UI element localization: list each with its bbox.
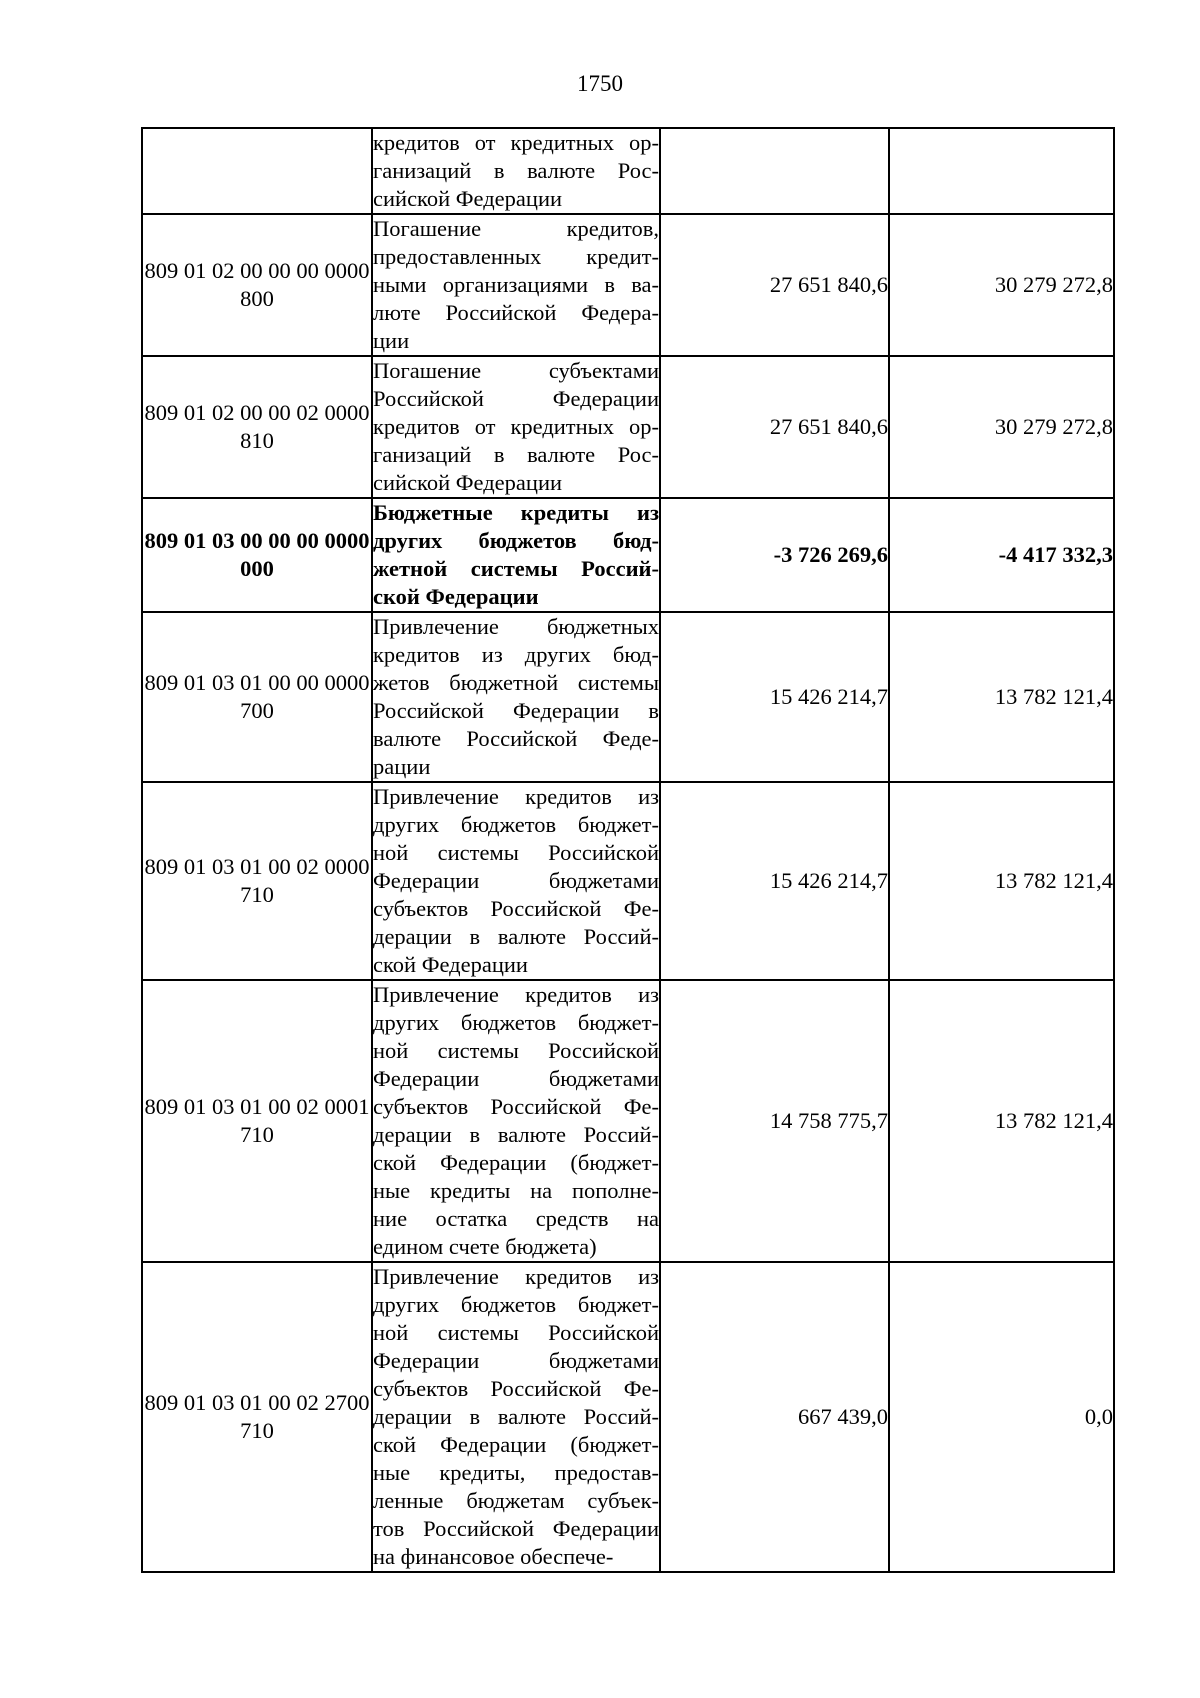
description-cell bbox=[372, 1262, 660, 1572]
description-line: других бюджетов бюджет- bbox=[373, 1292, 659, 1317]
description-line: ции bbox=[373, 328, 410, 353]
description-line: Привлечение кредитов из bbox=[373, 982, 659, 1007]
description-cell bbox=[372, 128, 660, 214]
description-line: ние остатка средств на bbox=[373, 1206, 659, 1231]
description-line: ганизаций в валюте Рос- bbox=[373, 158, 659, 183]
description-line: валюте Российской Феде- bbox=[373, 726, 659, 751]
description-line: ные кредиты на пополне- bbox=[373, 1178, 659, 1203]
description-line: Погашение субъектами bbox=[373, 358, 659, 383]
description-line: ные кредиты, предостав- bbox=[373, 1460, 659, 1485]
amount-year1-cell: 14 758 775,7 bbox=[660, 980, 889, 1262]
description-cell bbox=[372, 356, 660, 498]
description-line: тов Российской Федерации bbox=[373, 1516, 659, 1541]
description-line: ной системы Российской bbox=[373, 840, 659, 865]
description-cell bbox=[372, 214, 660, 356]
amount-year1-cell: 15 426 214,7 bbox=[660, 612, 889, 782]
amount-year1-cell bbox=[660, 128, 889, 214]
amount-year2-cell: 0,0 bbox=[889, 1262, 1114, 1572]
table-body bbox=[142, 128, 1114, 1572]
description-line: Привлечение кредитов из bbox=[373, 784, 659, 809]
description-line: ной системы Российской bbox=[373, 1320, 659, 1345]
description-line: едином счете бюджета) bbox=[373, 1234, 597, 1259]
table-row bbox=[142, 782, 1114, 980]
description-line: кредитов от кредитных ор- bbox=[373, 130, 659, 155]
table-row bbox=[142, 1262, 1114, 1572]
description-line: ской Федерации (бюджет- bbox=[373, 1432, 659, 1457]
amount-year2-cell: 13 782 121,4 bbox=[889, 980, 1114, 1262]
description-line: кредитов из других бюд- bbox=[373, 642, 659, 667]
description-line: жетной системы Россий- bbox=[373, 556, 659, 581]
table-row bbox=[142, 980, 1114, 1262]
description-cell bbox=[372, 980, 660, 1262]
amount-year1-cell: -3 726 269,6 bbox=[660, 498, 889, 612]
description-line: на финансовое обеспече- bbox=[373, 1544, 614, 1569]
classification-code-cell: 809 01 03 01 00 02 0000 710 bbox=[142, 782, 372, 980]
description-line: Привлечение кредитов из bbox=[373, 1264, 659, 1289]
description-line: других бюджетов бюджет- bbox=[373, 1010, 659, 1035]
description-line: ной системы Российской bbox=[373, 1038, 659, 1063]
amount-year2-cell: 13 782 121,4 bbox=[889, 612, 1114, 782]
description-line: ской Федерации bbox=[373, 952, 528, 977]
table-row bbox=[142, 612, 1114, 782]
description-line: Российской Федерации в bbox=[373, 698, 659, 723]
description-cell bbox=[372, 498, 660, 612]
classification-code-cell: 809 01 02 00 00 00 0000 800 bbox=[142, 214, 372, 356]
description-line: ганизаций в валюте Рос- bbox=[373, 442, 659, 467]
amount-year2-cell bbox=[889, 128, 1114, 214]
amount-year2-cell: 13 782 121,4 bbox=[889, 782, 1114, 980]
budget-sources-table bbox=[141, 127, 1115, 1573]
description-line: других бюджетов бюд- bbox=[373, 528, 659, 553]
amount-year2-cell: 30 279 272,8 bbox=[889, 356, 1114, 498]
table-row bbox=[142, 214, 1114, 356]
description-line: сийской Федерации bbox=[373, 186, 563, 211]
description-line: других бюджетов бюджет- bbox=[373, 812, 659, 837]
description-line: ской Федерации (бюджет- bbox=[373, 1150, 659, 1175]
table-row bbox=[142, 498, 1114, 612]
classification-code-cell: 809 01 03 01 00 02 0001 710 bbox=[142, 980, 372, 1262]
description-line: жетов бюджетной системы bbox=[373, 670, 659, 695]
amount-year1-cell: 15 426 214,7 bbox=[660, 782, 889, 980]
description-line: Привлечение бюджетных bbox=[373, 614, 659, 639]
description-line: ской Федерации bbox=[373, 584, 539, 609]
table-row bbox=[142, 356, 1114, 498]
amount-year1-cell: 667 439,0 bbox=[660, 1262, 889, 1572]
description-line: Погашение кредитов, bbox=[373, 216, 659, 241]
classification-code-cell: 809 01 03 00 00 00 0000 000 bbox=[142, 498, 372, 612]
amount-year2-cell: -4 417 332,3 bbox=[889, 498, 1114, 612]
classification-code-cell: 809 01 03 01 00 00 0000 700 bbox=[142, 612, 372, 782]
description-line: Российской Федерации bbox=[373, 386, 659, 411]
description-line: субъектов Российской Фе- bbox=[373, 1094, 659, 1119]
description-line: дерации в валюте Россий- bbox=[373, 924, 659, 949]
description-line: предоставленных кредит- bbox=[373, 244, 659, 269]
description-cell bbox=[372, 612, 660, 782]
description-line: дерации в валюте Россий- bbox=[373, 1122, 659, 1147]
description-line: сийской Федерации bbox=[373, 470, 563, 495]
classification-code-cell: 809 01 03 01 00 02 2700 710 bbox=[142, 1262, 372, 1572]
table-row bbox=[142, 128, 1114, 214]
description-line: ными организациями в ва- bbox=[373, 272, 659, 297]
description-line: субъектов Российской Фе- bbox=[373, 896, 659, 921]
amount-year2-cell: 30 279 272,8 bbox=[889, 214, 1114, 356]
description-line: Бюджетные кредиты из bbox=[373, 500, 659, 525]
description-cell bbox=[372, 782, 660, 980]
description-line: люте Российской Федера- bbox=[373, 300, 659, 325]
description-line: рации bbox=[373, 754, 431, 779]
description-line: субъектов Российской Фе- bbox=[373, 1376, 659, 1401]
description-line: ленные бюджетам субъек- bbox=[373, 1488, 659, 1513]
page-number: 1750 bbox=[577, 71, 623, 96]
description-line: кредитов от кредитных ор- bbox=[373, 414, 659, 439]
amount-year1-cell: 27 651 840,6 bbox=[660, 214, 889, 356]
amount-year1-cell: 27 651 840,6 bbox=[660, 356, 889, 498]
classification-code-cell bbox=[142, 128, 372, 214]
description-line: Федерации бюджетами bbox=[373, 1348, 659, 1373]
description-line: Федерации бюджетами bbox=[373, 1066, 659, 1091]
description-line: дерации в валюте Россий- bbox=[373, 1404, 659, 1429]
description-line: Федерации бюджетами bbox=[373, 868, 659, 893]
classification-code-cell: 809 01 02 00 00 02 0000 810 bbox=[142, 356, 372, 498]
